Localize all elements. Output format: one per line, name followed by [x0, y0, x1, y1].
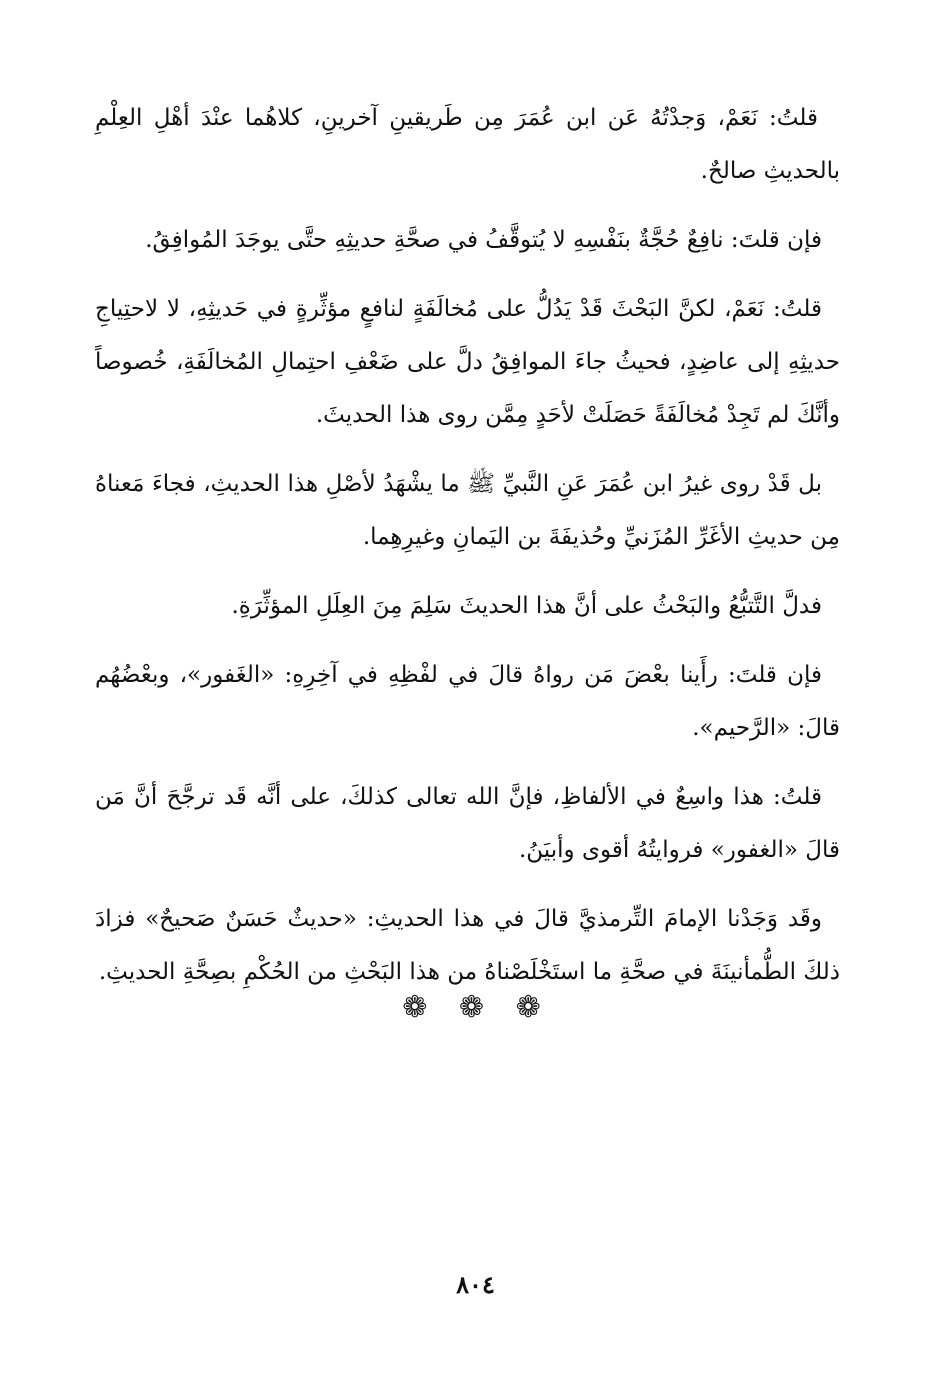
floral-ornament-icon: ❁	[402, 990, 436, 1025]
paragraph: فإن قلتَ: رأَينا بعْضَ مَن رواهُ قالَ في لفْظِهِ في آخِرِهِ: «الغَفور»، وبعْضُهُم قالَ: «الرَّحيم».	[95, 662, 840, 741]
body-text	[95, 92, 840, 1015]
paragraph: فدلَّ التَّتبُّعُ والبَحْثُ على أنَّ هذا الحديثَ سَلِمَ مِنَ العِلَلِ المؤثِّرَةِ.	[231, 593, 822, 619]
floral-ornament-icon: ❁	[458, 990, 493, 1025]
paragraph: قلتُ: نَعَمْ، وَجدْتُهُ عَن ابن عُمَرَ مِن طَريقينِ آخرينِ، كلاهُما عنْدَ أهْلِ العِلْمِ بالحديثِ صالحٌ.	[95, 105, 840, 184]
section-divider	[0, 990, 951, 1025]
paragraph: وقَد وَجَدْنا الإمامَ التِّرمذيَّ قالَ في هذا الحديثِ: «حديثٌ حَسَنٌ صَحيحٌ» فزادَ ذلكَ الطُّمأنينَةَ في صحَّةِ ما استَخْلَصْناهُ من هذا البَحْثِ من الحُكْمِ بصِحَّةِ الحديثِ.	[95, 906, 840, 985]
paragraph: قلتُ: هذا واسِعٌ في الألفاظِ، فإنَّ الله تعالى كذلكَ، على أنَّه قَد ترجَّحَ أنَّ مَن قالَ «الغفور» فروايتُهُ أقوى وأبيَنُ.	[95, 784, 840, 863]
page-number: ٨٠٤	[456, 1270, 495, 1299]
paragraph: فإن قلتَ: نافِعٌ حُجَّةٌ بنَفْسِهِ لا يُتوقَّفُ في صحَّةِ حديثِهِ حتَّى يوجَدَ المُوافِقُ.	[145, 227, 822, 253]
paragraph: قلتُ: نَعَمْ، لكنَّ البَحْثَ قَدْ يَدُلُّ على مُخالَفَةٍ لنافعٍ مؤثِّرةٍ في حَديثِهِ، لا لاحتِياجِ حديثِهِ إلى عاضِدٍ، فحيثُ جاءَ الموافِقُ دلَّ على ضَعْفِ احتِمالِ المُخالَفَةِ، خُصوصاً وأنَّكَ لم تَجِدْ مُخالَفَةً حَصَلَتْ لأحَدٍ مِمَّن روى هذا الحديثَ.	[95, 296, 840, 428]
paragraph: بل قَدْ روى غيرُ ابن عُمَرَ عَنِ النَّبيِّ ﷺ ما يشْهَدُ لأصْلِ هذا الحديثِ، فجاءَ مَعناهُ مِن حديثِ الأغَرِّ المُزَنيِّ وحُذيفَةَ بن اليَمانِ وغيرِهِما.	[95, 471, 840, 550]
floral-ornament-icon: ❁	[515, 990, 549, 1025]
